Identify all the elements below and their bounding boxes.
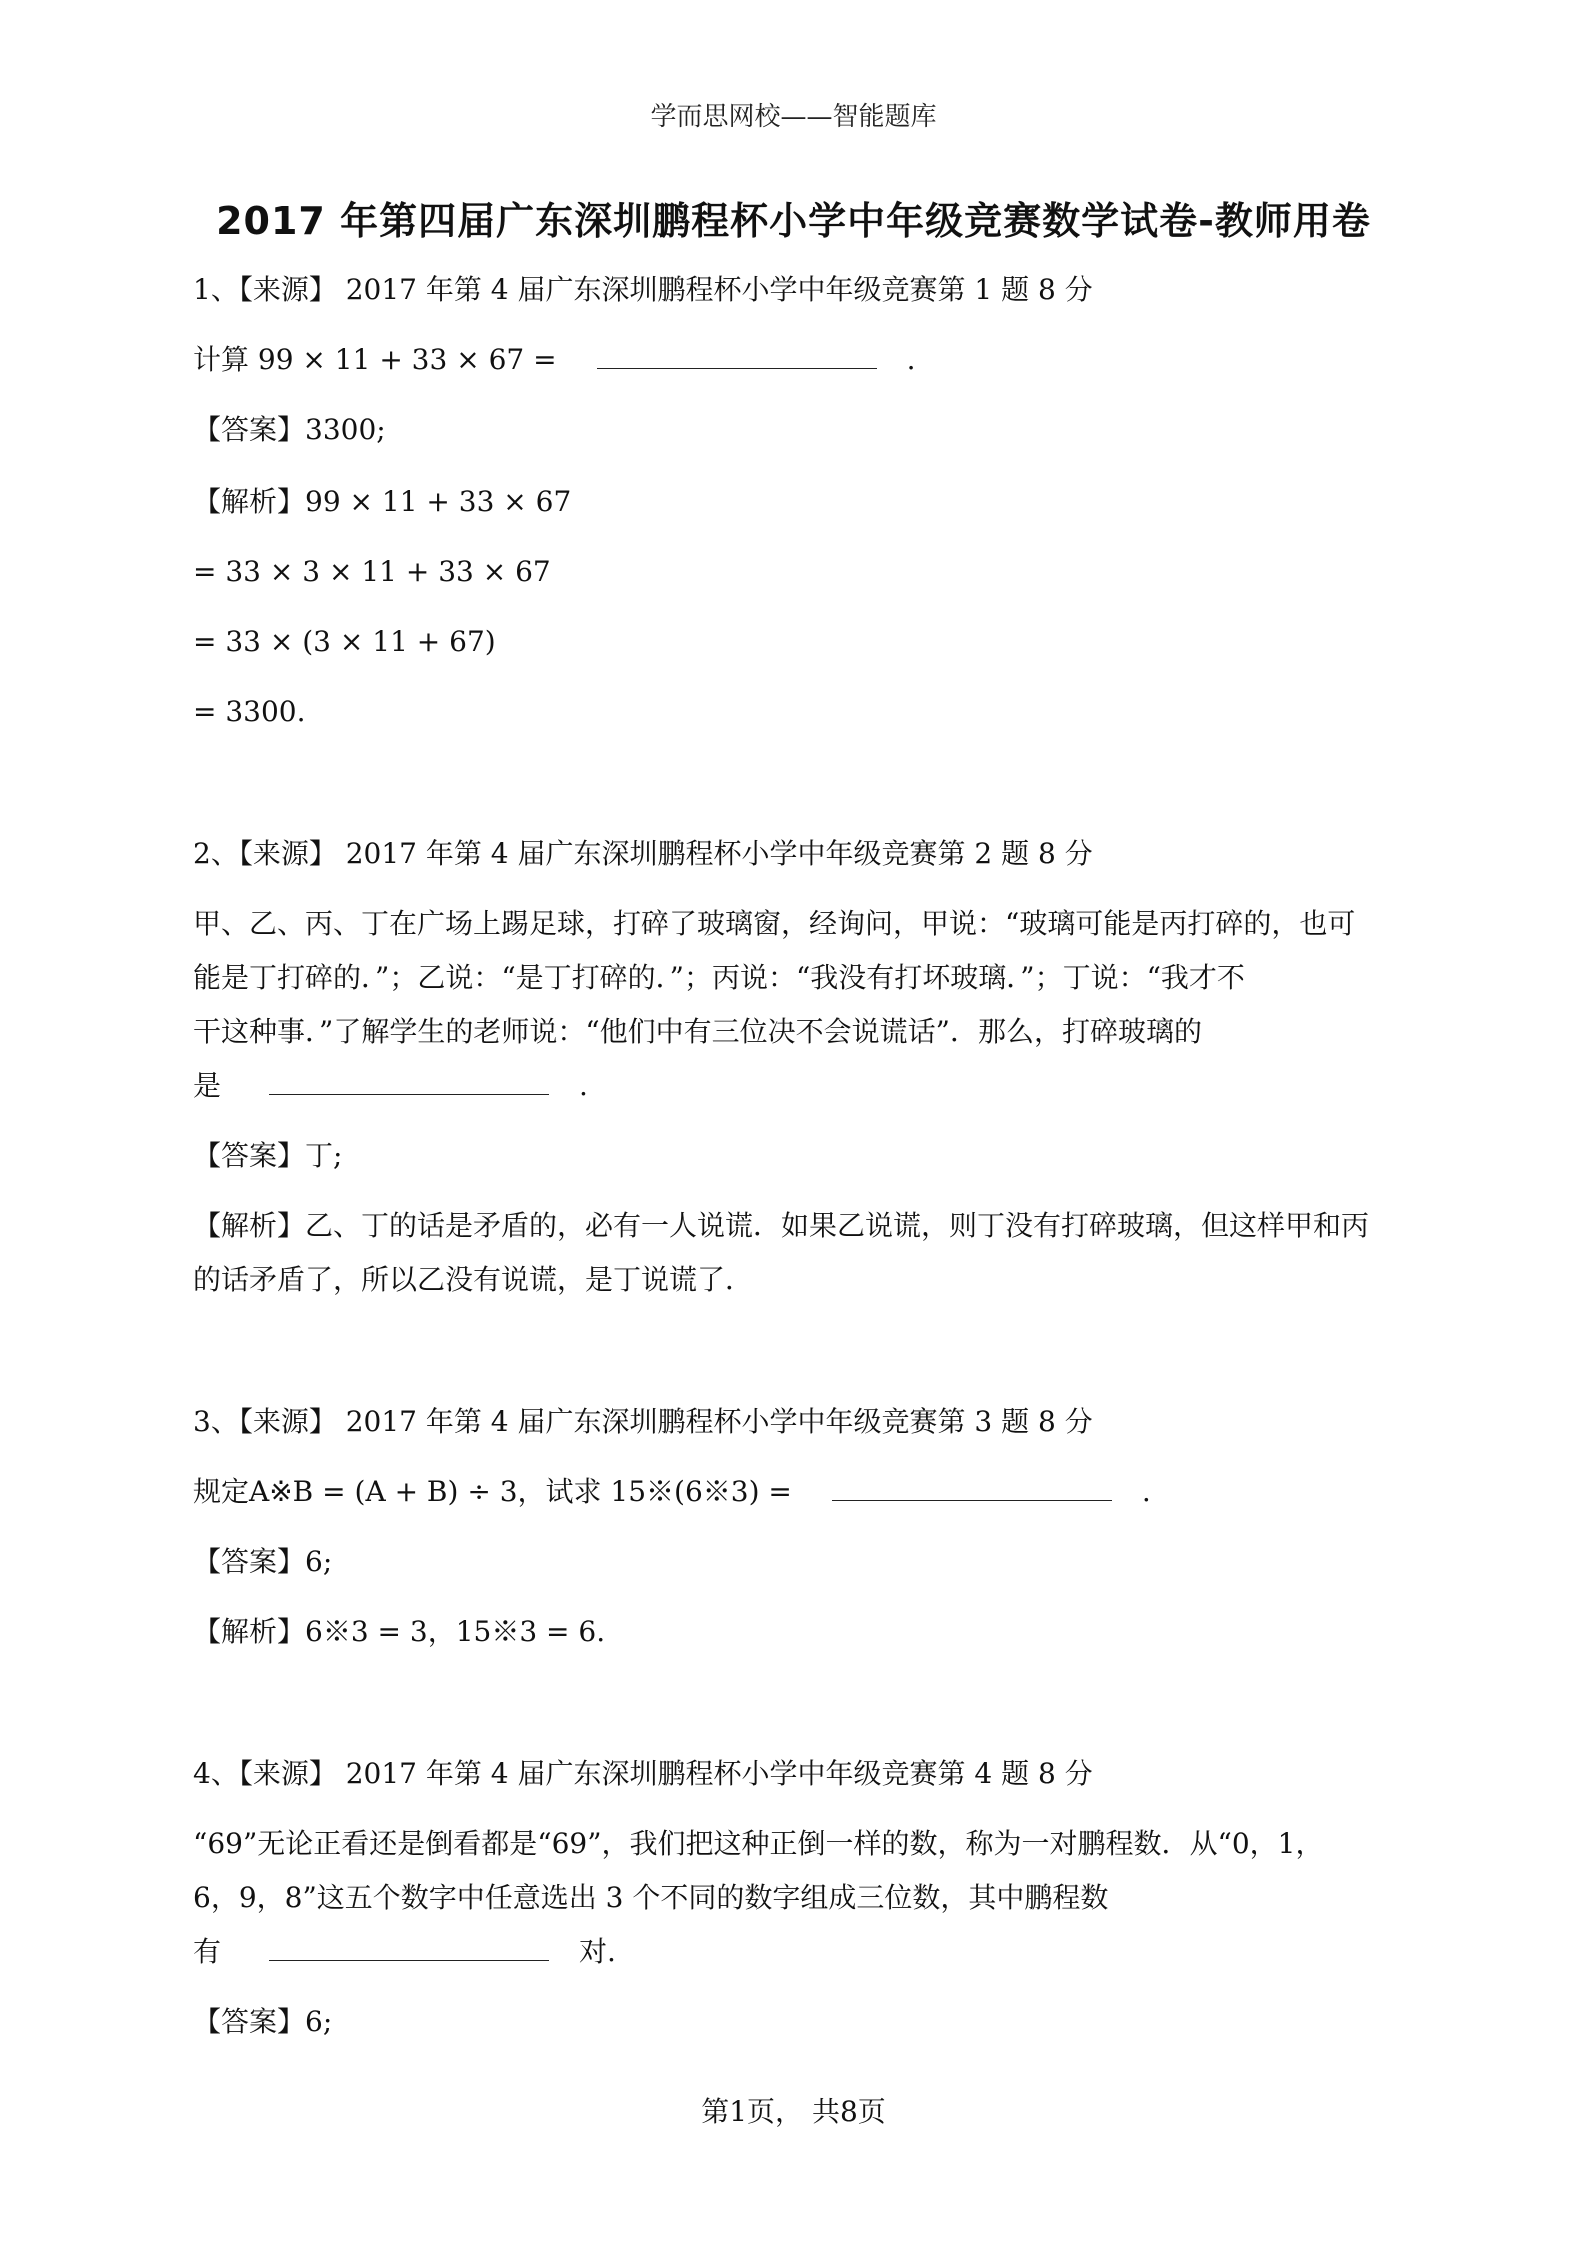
q2-question-line: 甲、乙、丙、丁在广场上踢足球，打碎了玻璃窗，经询问，甲说：“玻璃可能是丙打碎的，也可 xyxy=(193,907,1356,940)
q2-question-line: 干这种事．”了解学生的老师说：“他们中有三位决不会说谎话”．那么，打碎玻璃的 xyxy=(193,1015,1202,1048)
q2-question-fill xyxy=(193,1066,588,1106)
q3-answer: 【答案】6; xyxy=(193,1545,333,1578)
q1-question-text: 计算 99 × 11 + 33 × 67 = xyxy=(193,343,557,376)
q3-answer-blank xyxy=(832,1476,1112,1501)
q4-source: 4、【来源】 2017 年第 4 届广东深圳鹏程杯小学中年级竞赛第 4 题 8 分 xyxy=(193,1757,1093,1790)
q1-answer: 【答案】3300; xyxy=(193,413,386,446)
q4-question-fill xyxy=(193,1932,616,1972)
q1-answer-blank xyxy=(597,344,877,369)
q3-question xyxy=(193,1472,1151,1512)
page-footer: 第1页， 共8页 xyxy=(701,2095,886,2128)
q4-answer: 【答案】6; xyxy=(193,2005,333,2038)
q2-question-text: 是 xyxy=(193,1069,222,1102)
q1-analysis-line: = 33 × (3 × 11 + 67) xyxy=(193,625,496,658)
q1-analysis-line: = 3300. xyxy=(193,695,306,728)
q1-source: 1、【来源】 2017 年第 4 届广东深圳鹏程杯小学中年级竞赛第 1 题 8 分 xyxy=(193,273,1093,306)
q1-analysis-line: = 33 × 3 × 11 + 33 × 67 xyxy=(193,555,551,588)
q1-analysis-line: 【解析】99 × 11 + 33 × 67 xyxy=(193,485,572,518)
page-header: 学而思网校——智能题库 xyxy=(650,102,937,132)
q3-question-text: 规定A※B = (A + B) ÷ 3，试求 15※(6※3) = xyxy=(193,1475,792,1508)
q1-question xyxy=(193,340,915,380)
q1-question-end: . xyxy=(906,343,916,376)
document-title: 2017 年第四届广东深圳鹏程杯小学中年级竞赛数学试卷-教师用卷 xyxy=(216,199,1371,243)
q2-answer-blank xyxy=(269,1070,549,1095)
q4-question-line: “69”无论正看还是倒看都是“69”，我们把这种正倒一样的数，称为一对鹏程数．从“0，1， xyxy=(193,1827,1324,1860)
q3-source: 3、【来源】 2017 年第 4 届广东深圳鹏程杯小学中年级竞赛第 3 题 8 分 xyxy=(193,1405,1093,1438)
q3-analysis-line: 【解析】6※3 = 3，15※3 = 6. xyxy=(193,1615,606,1648)
q2-source: 2、【来源】 2017 年第 4 届广东深圳鹏程杯小学中年级竞赛第 2 题 8 分 xyxy=(193,837,1093,870)
q4-question-end: 对. xyxy=(579,1935,616,1968)
q4-question-text: 有 xyxy=(193,1935,222,1968)
q4-question-line: 6，9，8”这五个数字中任意选出 3 个不同的数字组成三位数，其中鹏程数 xyxy=(193,1881,1109,1914)
q2-analysis-line: 【解析】乙、丁的话是矛盾的，必有一人说谎．如果乙说谎，则丁没有打碎玻璃，但这样甲和丙 xyxy=(193,1209,1370,1242)
q2-question-end: . xyxy=(579,1069,588,1102)
q2-question-line: 能是丁打碎的．”；乙说：“是丁打碎的．”；丙说：“我没有打坏玻璃．”；丁说：“我才不 xyxy=(193,961,1245,994)
q4-answer-blank xyxy=(269,1936,549,1961)
q3-question-end: . xyxy=(1141,1475,1151,1508)
q2-analysis-line: 的话矛盾了，所以乙没有说谎，是丁说谎了． xyxy=(193,1263,754,1296)
q2-answer: 【答案】丁; xyxy=(193,1139,343,1172)
